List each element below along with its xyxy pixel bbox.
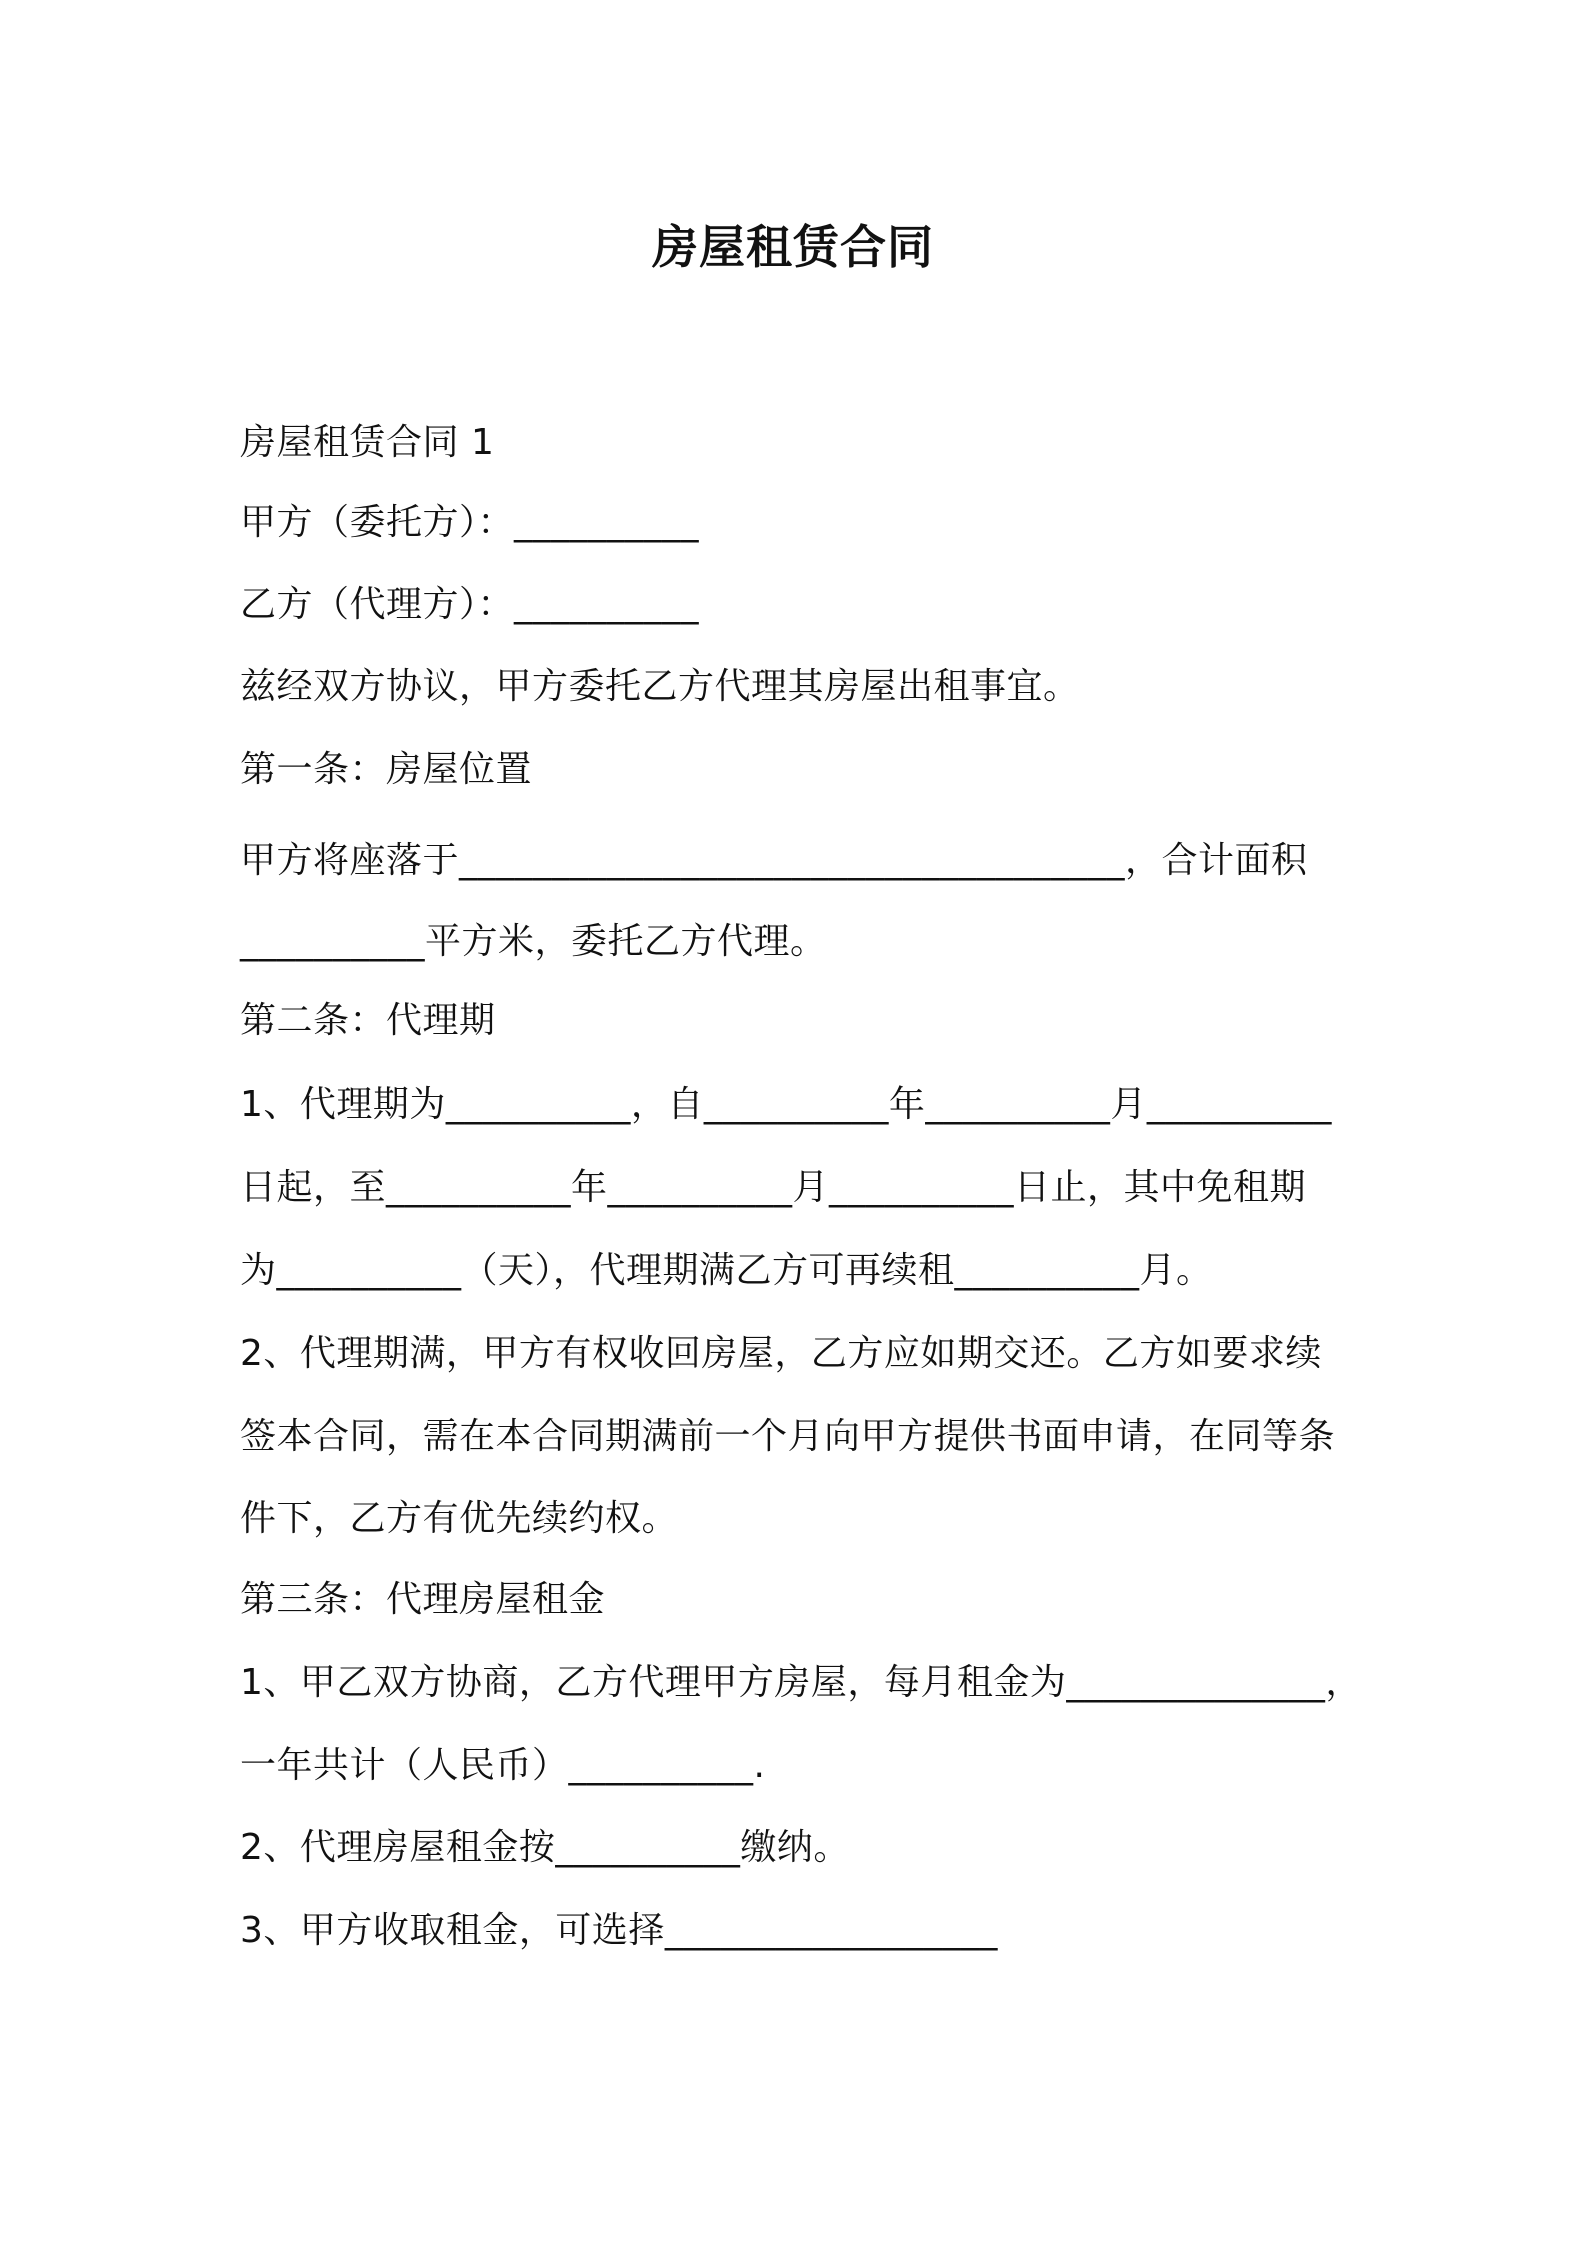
article-2-clause-1-line-1: 1、代理期为__________，自__________年__________月__________ <box>240 1084 1332 1125</box>
article-2-clause-2-line-2: 签本合同，需在本合同期满前一个月向甲方提供书面申请，在同等条 <box>240 1416 1336 1457</box>
article-2-clause-2-line-1: 2、代理期满，甲方有权收回房屋，乙方应如期交还。乙方如要求续 <box>240 1333 1322 1374</box>
party-a-line: 甲方（委托方）：__________ <box>240 502 700 543</box>
agreement-intro: 兹经双方协议，甲方委托乙方代理其房屋出租事宜。 <box>240 666 1080 707</box>
article-3-clause-3: 3、甲方收取租金，可选择__________________ <box>240 1910 998 1951</box>
article-1-text-line-1: 甲方将座落于____________________________________，合计面积 <box>240 840 1308 881</box>
party-b-line: 乙方（代理方）：__________ <box>240 584 700 625</box>
article-1-text-line-2: __________平方米，委托乙方代理。 <box>240 921 827 962</box>
article-3-heading: 第三条：代理房屋租金 <box>240 1579 606 1620</box>
article-2-clause-1-line-3: 为__________（天），代理期满乙方可再续租__________月。 <box>240 1250 1213 1291</box>
article-3-clause-2: 2、代理房屋租金按__________缴纳。 <box>240 1827 850 1868</box>
article-1-heading: 第一条：房屋位置 <box>240 749 533 790</box>
article-2-clause-2-line-3: 件下，乙方有优先续约权。 <box>240 1498 679 1539</box>
contract-heading: 房屋租赁合同 1 <box>240 422 495 463</box>
document-title: 房屋租赁合同 <box>652 220 934 274</box>
article-2-heading: 第二条：代理期 <box>240 1000 496 1041</box>
article-3-clause-1-line-2: 一年共计（人民币）__________. <box>240 1745 766 1786</box>
article-3-clause-1-line-1: 1、甲乙双方协商，乙方代理甲方房屋，每月租金为______________， <box>240 1662 1362 1703</box>
article-2-clause-1-line-2: 日起，至__________年__________月__________日止，其中免租期 <box>240 1167 1307 1208</box>
